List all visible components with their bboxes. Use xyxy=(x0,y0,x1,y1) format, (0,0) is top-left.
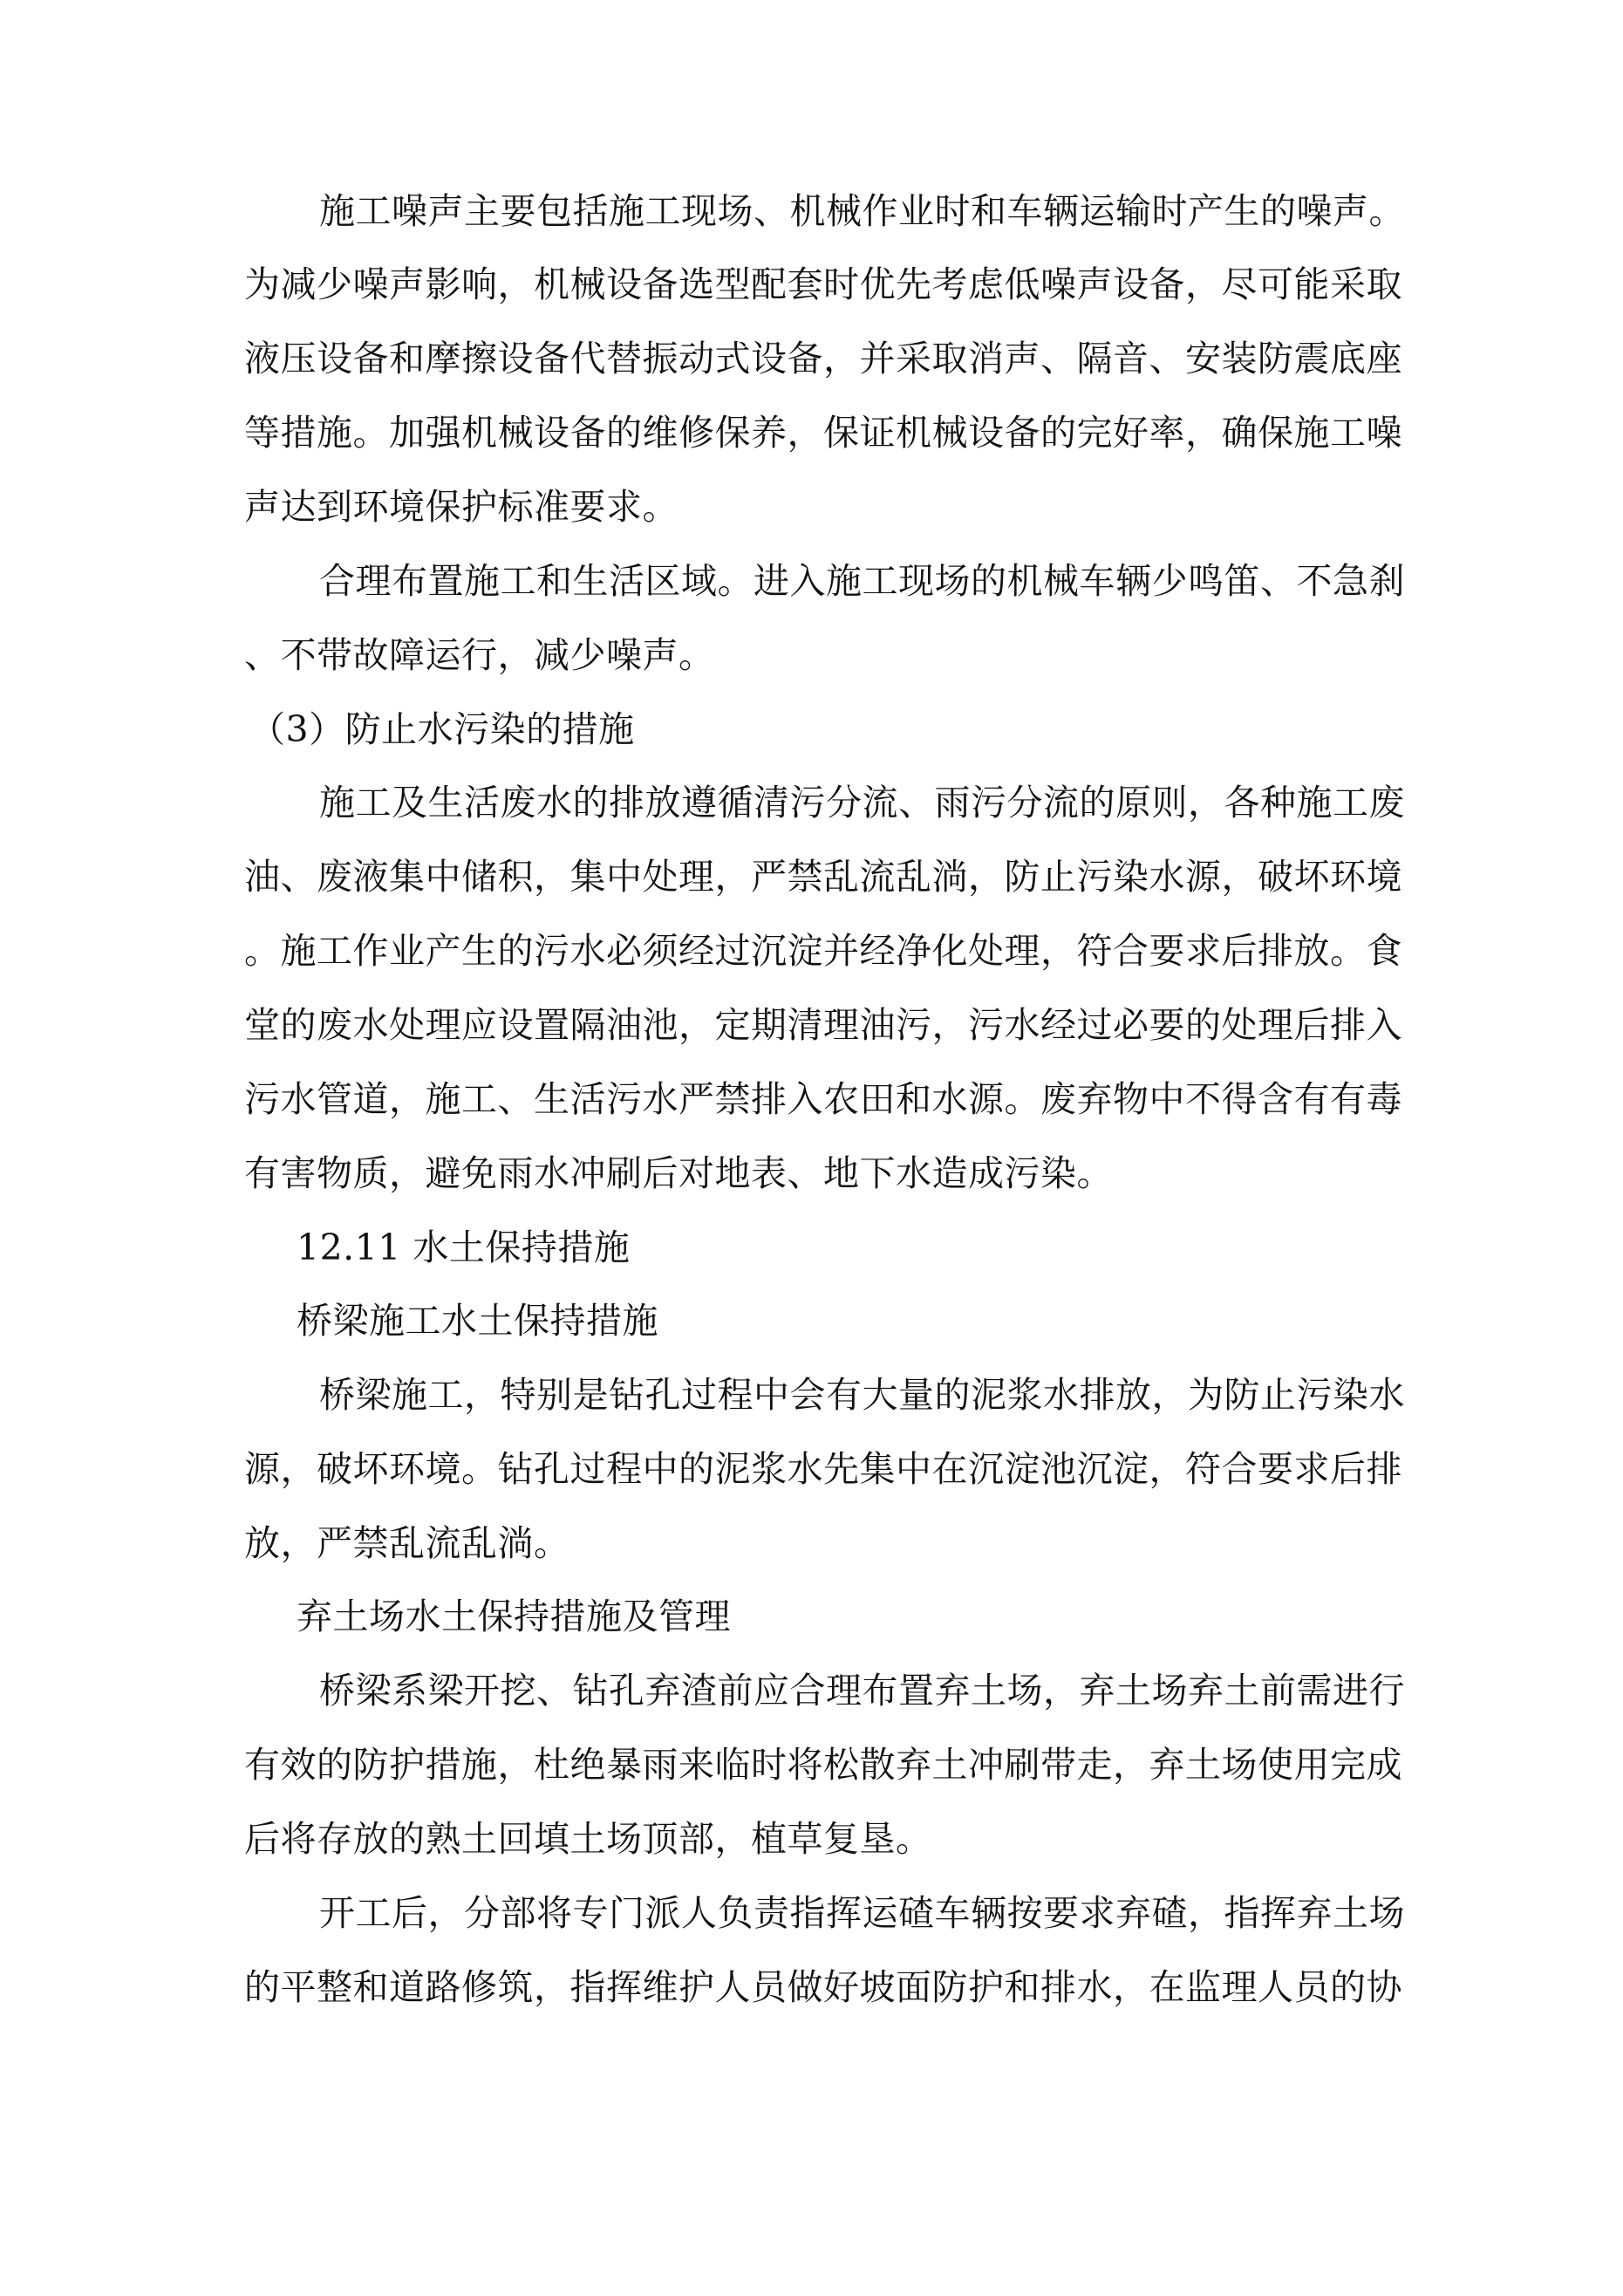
text-line-10: 油、废液集中储积，集中处理，严禁乱流乱淌，防止污染水源，破坏环境 xyxy=(244,856,1402,898)
text-line-24: 开工后，分部将专门派人负责指挥运碴车辆按要求弃碴，指挥弃土场 xyxy=(319,1892,1405,1934)
text-line-18: 源，破坏环境。钻孔过程中的泥浆水先集中在沉淀池沉淀，符合要求后排 xyxy=(244,1448,1402,1490)
subheading-bridge-construction: 桥梁施工水土保持措施 xyxy=(297,1300,658,1342)
section-heading-soil-conservation: 12.11 水土保持措施 xyxy=(297,1227,631,1268)
text-line-22: 有效的防护措施，杜绝暴雨来临时将松散弃土冲刷带走，弃土场使用完成 xyxy=(244,1744,1402,1786)
text-line-6: 合理布置施工和生活区域。进入施工现场的机械车辆少鸣笛、不急刹 xyxy=(319,560,1405,602)
text-line-19: 放，严禁乱流乱淌。 xyxy=(244,1522,570,1564)
text-line-14: 有害物质，避免雨水冲刷后对地表、地下水造成污染。 xyxy=(244,1152,1113,1194)
text-line-4: 等措施。加强机械设备的维修保养，保证机械设备的完好率，确保施工噪 xyxy=(244,412,1402,454)
text-line-2: 为减少噪声影响，机械设备选型配套时优先考虑低噪声设备，尽可能采取 xyxy=(244,263,1402,305)
text-line-12: 堂的废水处理应设置隔油池，定期清理油污，污水经过必要的处理后排入 xyxy=(244,1004,1402,1046)
text-line-25: 的平整和道路修筑，指挥维护人员做好坡面防护和排水，在监理人员的协 xyxy=(244,1966,1402,2008)
text-line-13: 污水管道，施工、生活污水严禁排入农田和水源。废弃物中不得含有有毒 xyxy=(244,1078,1402,1120)
subheading-spoil-ground: 弃土场水土保持措施及管理 xyxy=(297,1596,731,1637)
text-line-7: 、不带故障运行，减少噪声。 xyxy=(244,634,715,676)
text-line-17: 桥梁施工，特别是钻孔过程中会有大量的泥浆水排放，为防止污染水 xyxy=(319,1374,1405,1416)
text-line-3: 液压设备和摩擦设备代替振动式设备，并采取消声、隔音、安装防震底座 xyxy=(244,338,1402,379)
text-line-21: 桥梁系梁开挖、钻孔弃渣前应合理布置弃土场，弃土场弃土前需进行 xyxy=(319,1670,1405,1712)
text-line-9: 施工及生活废水的排放遵循清污分流、雨污分流的原则，各种施工废 xyxy=(319,782,1405,823)
section-heading-water-pollution: （3）防止水污染的措施 xyxy=(249,708,635,750)
text-line-5: 声达到环境保护标准要求。 xyxy=(244,486,679,528)
text-line-1: 施工噪声主要包括施工现场、机械作业时和车辆运输时产生的噪声。 xyxy=(319,190,1405,232)
text-line-23: 后将存放的熟土回填土场顶部，植草复垦。 xyxy=(244,1818,932,1860)
text-line-11: 。施工作业产生的污水必须经过沉淀并经净化处理，符合要求后排放。食 xyxy=(244,930,1402,972)
